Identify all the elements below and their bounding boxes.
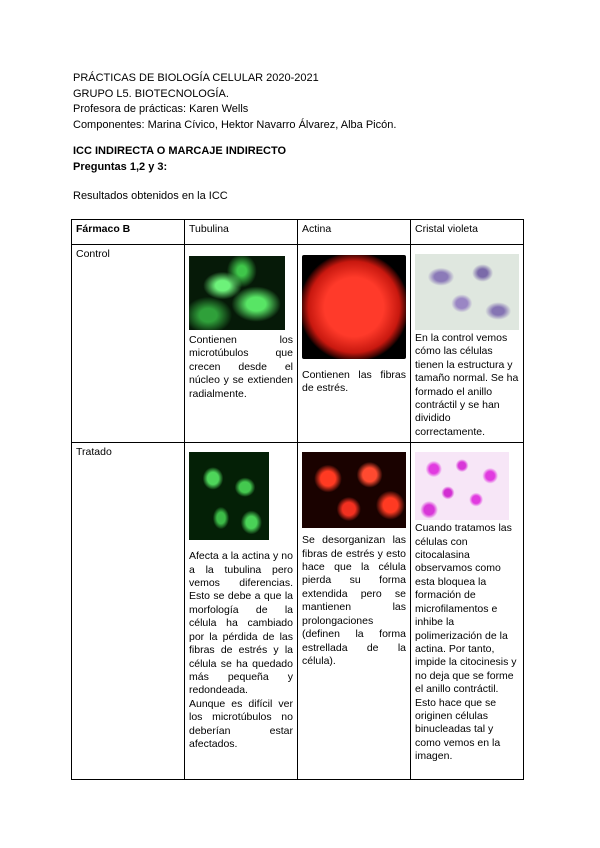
text-control-actina: Contienen las fibras de estrés.	[302, 369, 406, 395]
cell-tratado-actina	[298, 443, 411, 780]
text-tratado-cristal: Cuando tratamos las células con citocalasina observamos como esta bloquea la formación de microfilamentos e inhibe la polimerización de la actina. Por tanto, impide la citocinesis y no deja que se forme el anillo contráctil. Esto hace que se originen células binucleadas tal y como vemos en la imagen.	[415, 522, 517, 763]
crystal-violet-control-image	[415, 254, 519, 330]
document-header	[73, 71, 396, 133]
header-teacher: Profesora de prácticas: Karen Wells	[73, 103, 249, 115]
cell-tratado-tubulina	[185, 443, 298, 780]
header-course: PRÁCTICAS DE BIOLOGÍA CELULAR 2020-2021	[73, 72, 319, 84]
actin-control-image	[302, 255, 406, 359]
cell-control-tubulina	[185, 245, 298, 443]
table-row-control	[72, 245, 524, 443]
section-title: ICC INDIRECTA O MARCAJE INDIRECTO	[73, 145, 287, 157]
tubulin-treated-image	[189, 452, 269, 540]
intro-text: Resultados obtenidos en la ICC	[73, 190, 228, 202]
results-table	[71, 219, 524, 780]
text-tratado-actina: Se desorganizan las fibras de estrés y esto hace que la célula pierda su forma extendida pero se mantienen las prolongaciones (definen la forma estrellada de la célula).	[302, 534, 406, 667]
actin-treated-image	[302, 452, 406, 528]
row-label-control: Control	[72, 245, 185, 443]
tubulin-control-image	[189, 256, 285, 330]
section-heading	[73, 144, 286, 175]
cell-control-actina	[298, 245, 411, 443]
header-actina: Actina	[298, 220, 411, 245]
section-subtitle: Preguntas 1,2 y 3:	[73, 160, 168, 173]
cell-control-cristal	[411, 245, 524, 443]
text-tratado-tubulina-1: Afecta a la actina y no a la tubulina pero vemos diferencias. Esto se debe a que la morfología de la célula ha cambiado por la pérdida de las fibras de estrés y la célula se ha quedado más pequeña y redondeada.	[189, 550, 293, 697]
cell-tratado-cristal	[411, 443, 524, 780]
crystal-violet-treated-image	[415, 452, 509, 520]
header-cristal: Cristal violeta	[411, 220, 524, 245]
table-row-tratado	[72, 443, 524, 780]
header-farmaco: Fármaco B	[72, 220, 185, 245]
text-tratado-tubulina-2: Aunque es difícil ver los microtúbulos no deberían estar afectados.	[189, 697, 293, 750]
header-members: Componentes: Marina Cívico, Hektor Navarro Álvarez, Alba Picón.	[73, 118, 397, 131]
header-group: GRUPO L5. BIOTECNOLOGÍA.	[73, 87, 229, 100]
header-tubulina: Tubulina	[185, 220, 298, 245]
text-control-cristal: En la control vemos cómo las células tienen la estructura y tamaño normal. Se ha formado el anillo contráctil y se han dividido correctamente.	[415, 332, 519, 438]
text-control-tubulina: Contienen los microtúbulos que crecen desde el núcleo y se extienden radialmente.	[189, 334, 293, 400]
row-label-tratado: Tratado	[72, 443, 185, 780]
table-header-row	[72, 220, 524, 245]
